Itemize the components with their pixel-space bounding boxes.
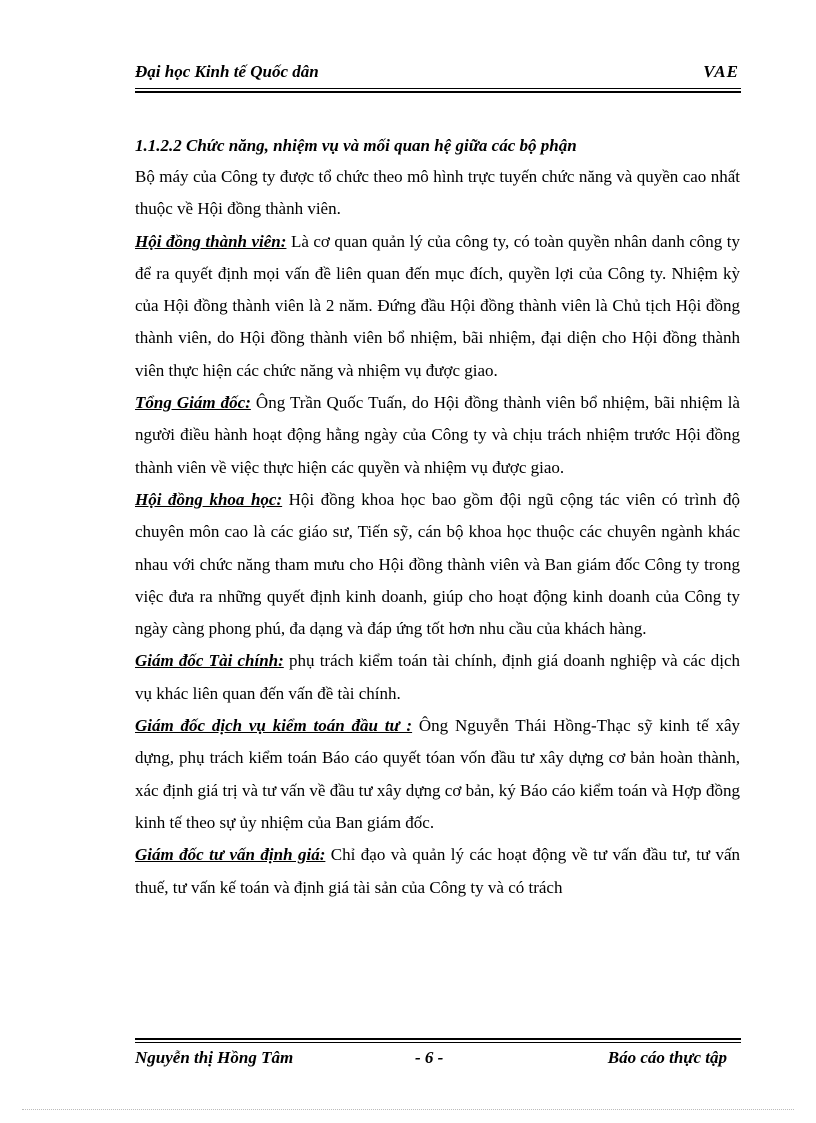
page-content (135, 131, 740, 904)
paragraph-lead: Tổng Giám đốc: (135, 393, 251, 413)
paragraph-lead: Hội đồng khoa học: (135, 489, 283, 509)
section-heading: 1.1.2.2 Chức năng, nhiệm vụ và mối quan hệ giữa các bộ phận (135, 136, 577, 155)
intro-paragraph: Bộ máy của Công ty được tổ chức theo mô hình trực tuyến chức năng và quyền cao nhất thuộc về Hội đồng thành viên. (135, 167, 740, 219)
paragraph-hoi-dong-khoa-hoc (135, 484, 740, 645)
paragraph-giam-doc-kiem-toan-dau-tu (135, 710, 740, 839)
page-header (135, 58, 741, 90)
paragraph-lead: Hội đồng thành viên: (135, 231, 287, 251)
paragraph-giam-doc-tu-van-dinh-gia (135, 839, 740, 904)
footer-report-title: Báo cáo thực tập (607, 1048, 727, 1067)
vae-logo: VAE (703, 62, 739, 81)
header-title: Đại học Kinh tế Quốc dân (135, 62, 319, 81)
paragraph-hoi-dong-thanh-vien (135, 226, 740, 387)
paragraph-text: Hội đồng khoa học bao gồm đội ngũ cộng tác viên có trình độ chuyên môn cao là các giáo sư, Tiến sỹ, cán bộ khoa học thuộc các chuyên ngành khác nhau với chức năng tham mưu cho Hội đồng thành viên và Ban giám đốc Công ty trong việc đưa ra những quyết định kinh doanh, giúp cho hoạt động kinh doanh của Công ty ngày càng phong phú, đa dạng và đáp ứng tốt hơn nhu cầu của khách hàng. (135, 489, 740, 639)
paragraph-text: Ông Trần Quốc Tuấn, do Hội đồng thành viên bổ nhiệm, bãi nhiệm là người điều hành hoạt động hằng ngày của Công ty và chịu trách nhiệm trước Hội đồng thành viên về việc thực hiện các quyền và nhiệm vụ được giao. (135, 393, 740, 477)
paragraph-lead: Giám đốc Tài chính: (135, 651, 284, 671)
footer-page-number: - 6 - (415, 1048, 444, 1067)
paragraph-lead: Giám đốc dịch vụ kiểm toán đầu tư : (135, 716, 413, 736)
footer-rule-thin (135, 1042, 741, 1043)
header-rule-thick (135, 91, 741, 93)
page-footer (135, 1038, 741, 1078)
paragraph-text: phụ trách kiểm toán tài chính, định giá doanh nghiệp và các dịch vụ khác liên quan đến vấn đề tài chính. (135, 651, 740, 703)
paragraph-giam-doc-tai-chinh (135, 645, 740, 710)
paragraph-tong-giam-doc (135, 387, 740, 484)
paragraph-text: Ông Nguyễn Thái Hồng-Thạc sỹ kinh tế xây dựng, phụ trách kiểm toán Báo cáo quyết tóan vốn đầu tư xây dựng cơ bản hoàn thành, xác định giá trị và tư vấn về đầu tư xây dựng cơ bản, ký Báo cáo kiểm toán và Hợp đồng kinh tế theo sự ủy nhiệm của Ban giám đốc. (135, 716, 741, 832)
paragraph-text: Chỉ đạo và quản lý các hoạt động về tư vấn đầu tư, tư vấn thuế, tư vấn kế toán và định giá tài sản của Công ty và có trách (135, 845, 740, 897)
paragraph-text: Là cơ quan quản lý của công ty, có toàn quyền nhân danh công ty để ra quyết định mọi vấn đề liên quan đến mục đích, quyền lợi của Công ty. Nhiệm kỳ của Hội đồng thành viên là 2 năm. Đứng đầu Hội đồng thành viên là Chủ tịch Hội đồng thành viên, do Hội đồng thành viên bổ nhiệm, bãi nhiệm, đại diện cho Hội đồng thành viên thực hiện các chức năng và nhiệm vụ được giao. (135, 231, 740, 380)
footer-author: Nguyễn thị Hồng Tâm (135, 1048, 294, 1067)
page-edge-dotted-line (22, 1109, 794, 1110)
header-rule-thin (135, 88, 741, 89)
footer-rule-thick (135, 1038, 741, 1040)
paragraph-lead: Giám đốc tư vấn định giá: (135, 845, 326, 865)
